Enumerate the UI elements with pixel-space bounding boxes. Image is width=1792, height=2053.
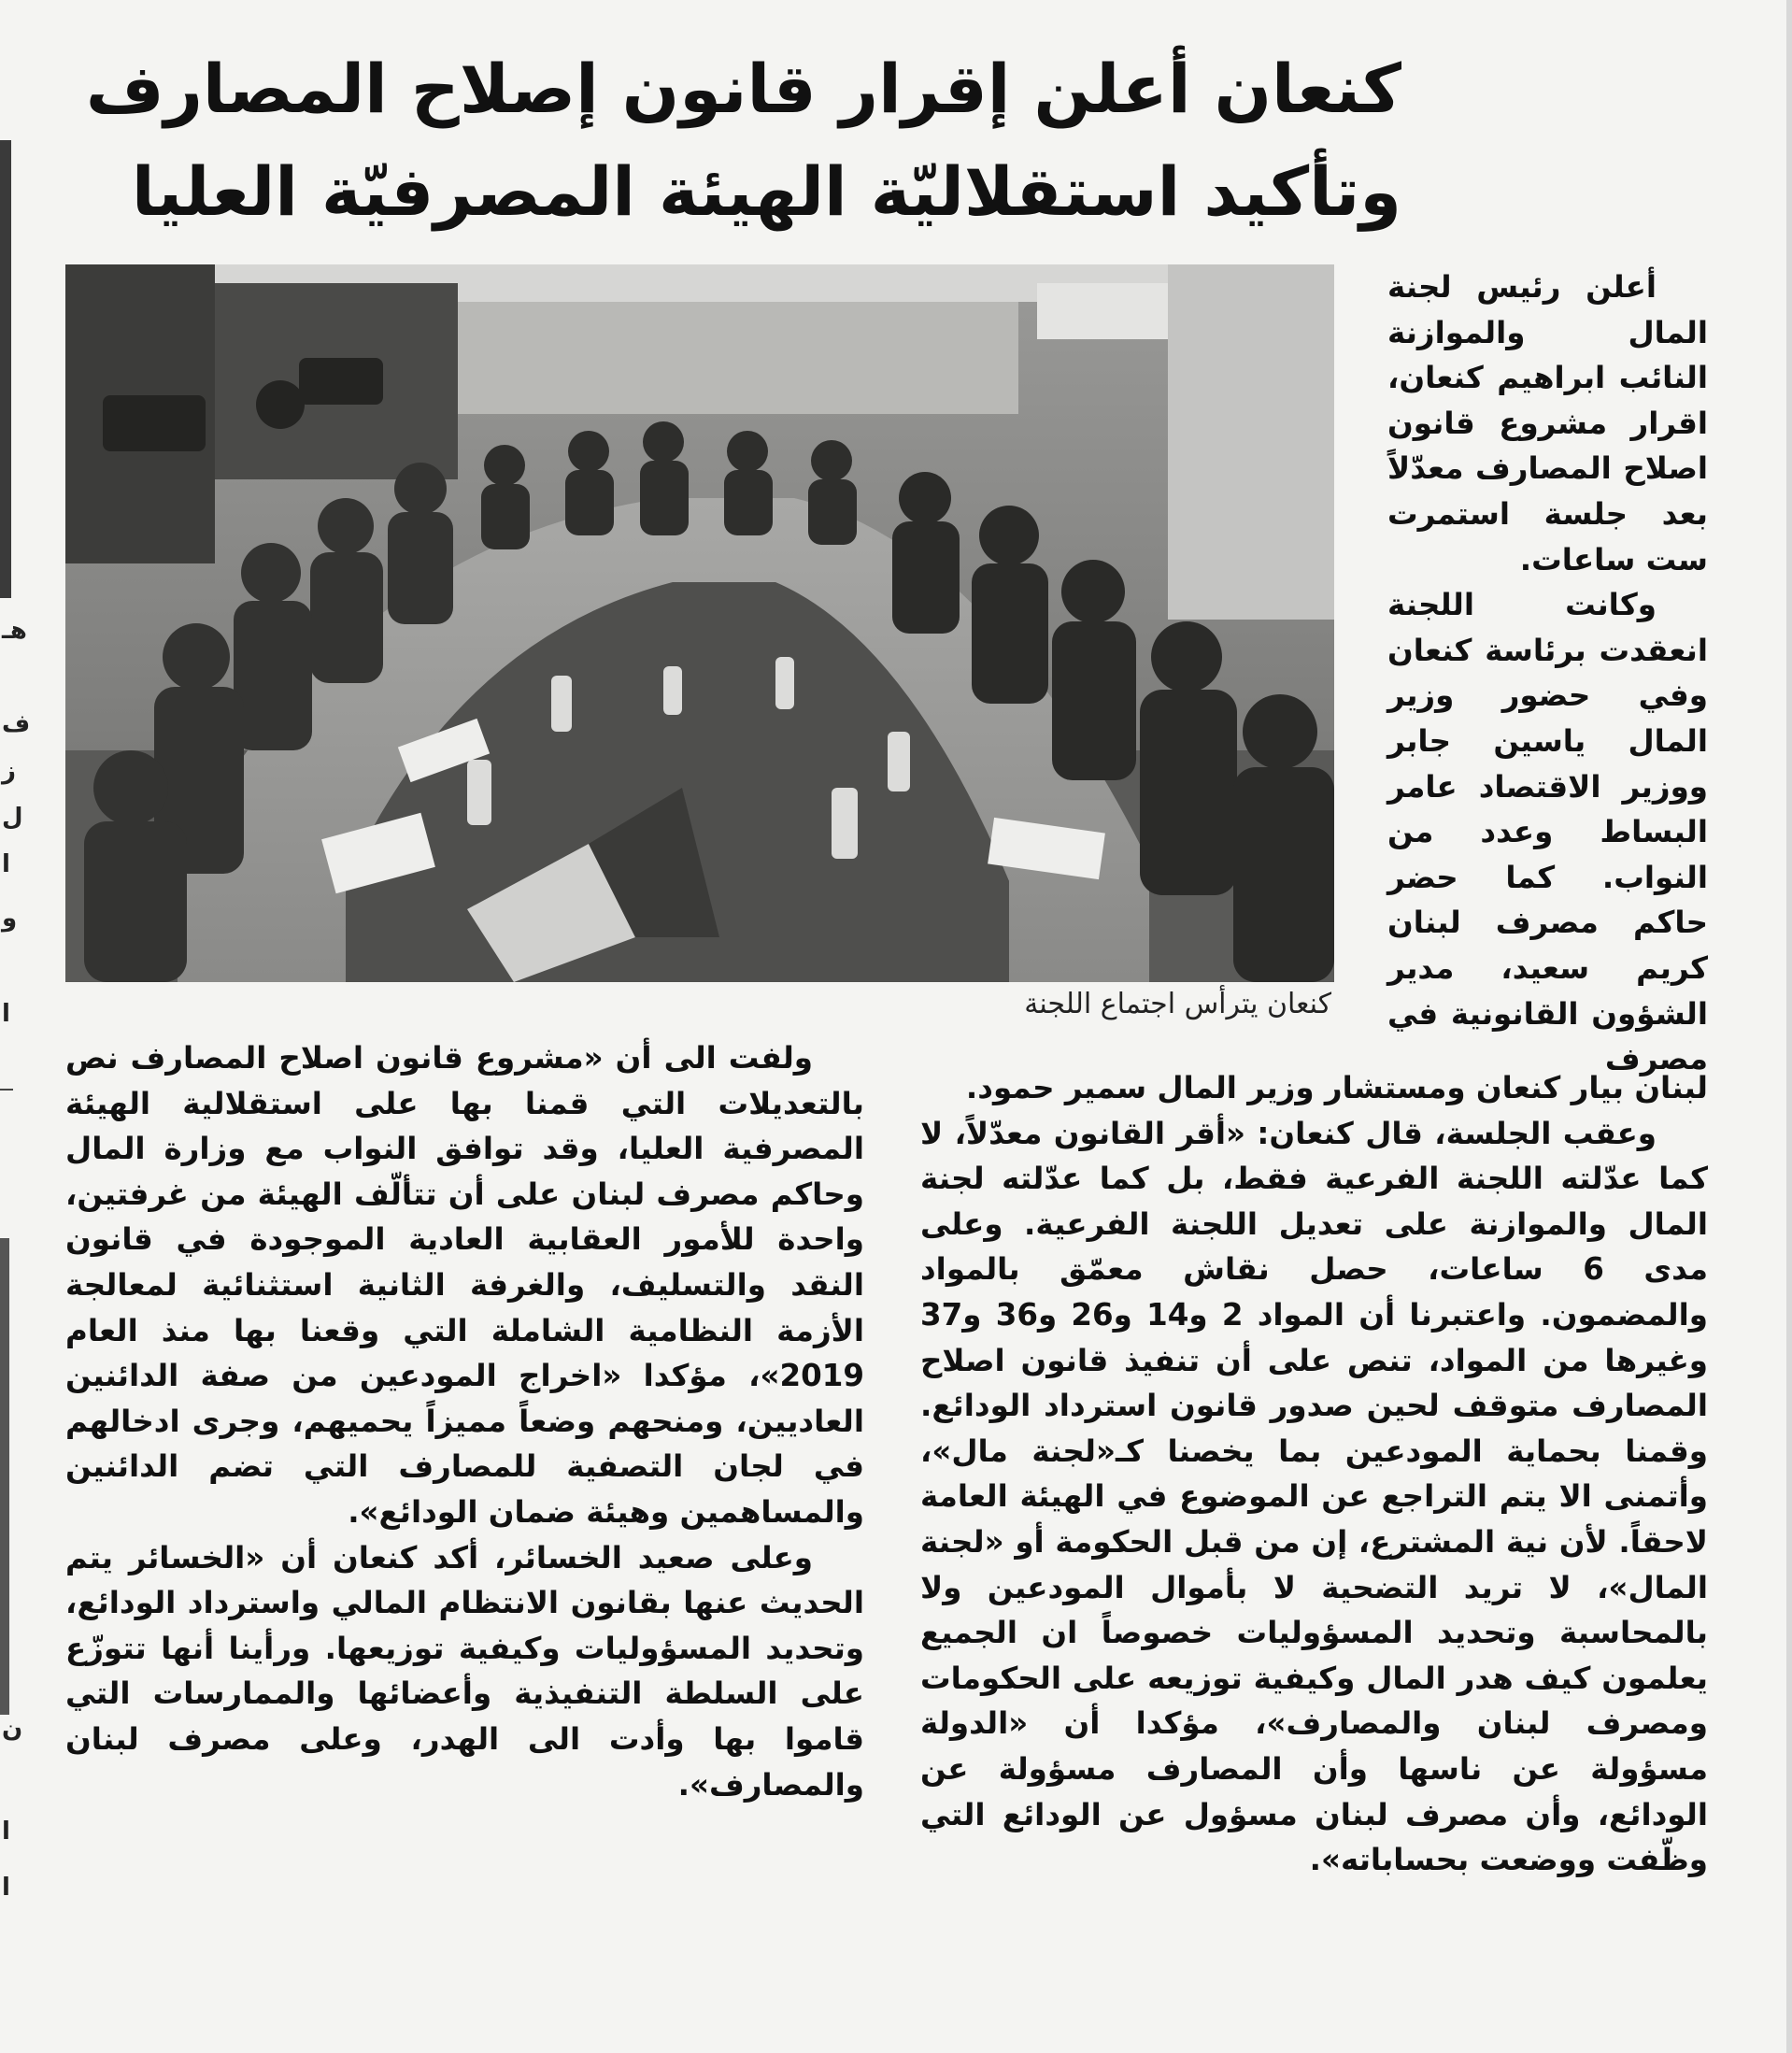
headline-line-1: كنعان أعلن إقرار قانون إصلاح المصارف [85, 50, 1401, 128]
margin-fragment: و [2, 905, 18, 933]
paragraph: وكانت اللجنة انعقدت برئاسة كنعان وفي حضور وزير المال ياسين جابر ووزير الاقتصاد عامر البساط وعدد من النواب. كما حضر حاكم مصرف لبنان كريم سعيد، مدير الشؤون القانونية في مصرف [1387, 587, 1708, 1077]
margin-fragment: ا [2, 1818, 10, 1846]
article-column-right [1387, 264, 1708, 1082]
article-column-left [65, 1035, 864, 1807]
margin-fragment: ل [2, 804, 23, 832]
page-edge [1786, 0, 1792, 2053]
paragraph: ولفت الى أن «مشروع قانون اصلاح المصارف نص بالتعديلات التي قمنا بها على استقلالية الهيئة المصرفية العليا، وقد توافق النواب مع وزارة المال وحاكم مصرف لبنان على أن تتألّف الهيئة من غرفتين، واحدة للأمور العقابية العادية الموجودة في قانون النقد والتسليف، والغرفة الثانية استثنائية لمعالجة الأزمة النظامية الشاملة التي وقعنا بها منذ العام 2019»، مؤكدا «اخراج المودعين من صفة الدائنين العاديين، ومنحهم وضعاً مميزاً يحميهم، وجرى ادخالهم في لجان التصفية للمصارف التي تضم الدائنين والمساهمين وهيئة ضمان الودائع». [65, 1040, 864, 1530]
margin-fragment: ز [2, 757, 16, 785]
headline-line-2: وتأكيد استقلاليّة الهيئة المصرفيّة العليا [131, 152, 1401, 231]
meeting-photo [65, 264, 1334, 982]
margin-fragment: ف [2, 710, 31, 738]
margin-fragment: هـ [2, 617, 27, 645]
adjacent-photo-edge-lower [0, 1238, 9, 1715]
adjacent-photo-edge [0, 140, 11, 598]
paragraph: وعقب الجلسة، قال كنعان: «أقر القانون معدّلاً، لا كما عدّلته اللجنة الفرعية فقط، بل كما عدّلته لجنة المال والموازنة على تعديل اللجنة الفرعية. وعلى مدى 6 ساعات، حصل نقاش معمّق بالمواد والمضمون. واعتبرنا أن المواد 2 و14 و26 و36 و37 وغيرها من المواد، تنص على أن تنفيذ قانون اصلاح المصارف متوقف لحين صدور قانون استرداد الودائع. وقمنا بحماية المودعين بما يخصنا كـ«لجنة مال»، وأتمنى الا يتم التراجع عن الموضوع في الهيئة العامة لاحقاً. لأن نية المشترع، إن من قبل الحكومة أو «لجنة المال»، لا تريد التضحية لا بأموال المودعين ولا بالمحاسبة وتحديد المسؤوليات خصوصاً ان الجميع يعلمون كيف هدر المال وكيفية توزيعه على الحكومات ومصرف لبنان والمصارف»، مؤكدا أن «الدولة مسؤولة عن ناسها وأن المصارف مسؤولة عن الودائع، وأن مصرف لبنان مسؤول عن الودائع التي وظّفت ووضعت بحساباته». [920, 1115, 1709, 1878]
margin-fragment: ا [2, 1874, 10, 1902]
paragraph: أعلن رئيس لجنة المال والموازنة النائب ابراهيم كنعان، اقرار مشروع قانون اصلاح المصارف معدّلاً بعد جلسة استمرت ست ساعات. [1387, 269, 1708, 577]
headline [85, 37, 1401, 243]
paragraph: لبنان بيار كنعان ومستشار وزير المال سمير حمود. [965, 1070, 1708, 1105]
meeting-photo-illustration [65, 264, 1334, 982]
paragraph: وعلى صعيد الخسائر، أكد كنعان أن «الخسائر يتم الحديث عنها بقانون الانتظام المالي واسترداد الودائع، وتحديد المسؤوليات وكيفية توزيعها. ورأينا أنها تتوزّع على السلطة التنفيذية وأعضائها والممارسات التي قاموا بها وأدت الى الهدر، وعلى مصرف لبنان والمصارف». [65, 1539, 864, 1803]
margin-fragment: ن [2, 1715, 23, 1743]
margin-fragment: ا [2, 850, 10, 878]
article-column-middle [920, 1065, 1708, 1883]
adjacent-column-rule [0, 1089, 13, 1091]
margin-fragment: ا [2, 1000, 10, 1028]
photo-caption: كنعان يترأس اجتماع اللجنة [1024, 988, 1331, 1020]
